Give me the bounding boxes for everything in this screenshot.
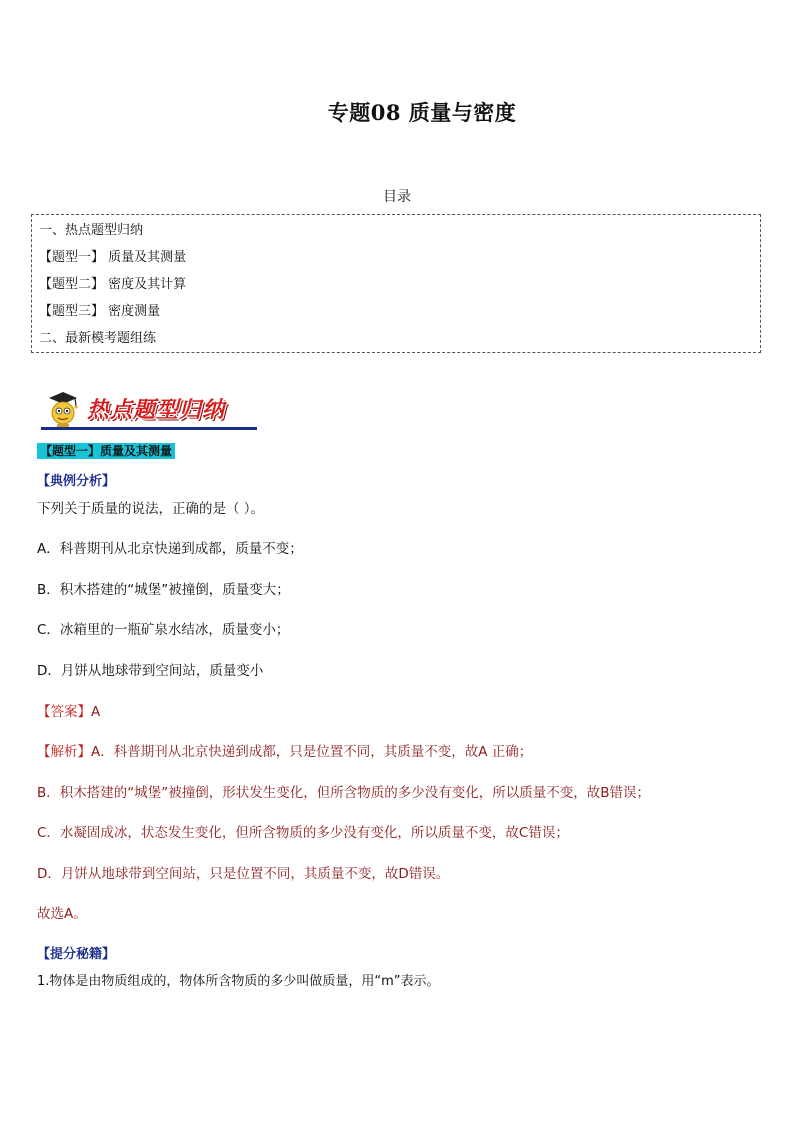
option-d: D．月饼从地球带到空间站，质量变小 [37, 663, 264, 679]
analysis-line: B．积木搭建的“城堡”被撞倒，形状发生变化，但所含物质的多少没有变化，所以质量不变，故B错误； [37, 785, 651, 801]
answer-label: 【答案】 [37, 704, 91, 720]
option-b: B．积木搭建的“城堡”被撞倒，质量变大； [37, 582, 290, 598]
question-type-tag: 【题型一】质量及其测量 [37, 443, 175, 459]
toc-heading: 目录 [383, 189, 411, 205]
answer-value: A [91, 704, 101, 720]
section-banner [41, 387, 263, 435]
analysis-line: D．月饼从地球带到空间站，只是位置不同，其质量不变，故D错误。 [37, 866, 450, 882]
answer-row [37, 700, 100, 720]
graduate-mascot-icon [45, 389, 81, 429]
option-a: A．科普期刊从北京快递到成都，质量不变； [37, 541, 303, 557]
example-analysis-label: 【典例分析】 [37, 474, 116, 489]
page-title: 专题08 质量与密度 [327, 100, 517, 125]
table-of-contents [31, 214, 761, 353]
toc-item[interactable]: 二、最新模考题组练 [39, 331, 157, 346]
analysis-line [37, 740, 532, 760]
analysis-label: 【解析】 [37, 744, 91, 760]
question-stem: 下列关于质量的说法，正确的是（ ）。 [37, 501, 265, 517]
toc-item[interactable]: 【题型二】 密度及其计算 [39, 277, 187, 292]
toc-item[interactable]: 【题型一】 质量及其测量 [39, 250, 187, 265]
section-banner-title: 热点题型归纳 [87, 397, 226, 423]
option-c: C．冰箱里的一瓶矿泉水结冰，质量变小； [37, 622, 290, 638]
tips-label: 【提分秘籍】 [37, 947, 116, 962]
analysis-line: C．水凝固成冰，状态发生变化，但所含物质的多少没有变化，所以质量不变，故C错误； [37, 825, 569, 841]
toc-item[interactable]: 一、热点题型归纳 [39, 223, 144, 238]
banner-underline [41, 427, 257, 430]
analysis-text: A．科普期刊从北京快递到成都，只是位置不同，其质量不变，故A 正确； [91, 744, 533, 760]
tip-item: 1.物体是由物质组成的，物体所含物质的多少叫做质量，用“m”表示。 [37, 974, 440, 989]
toc-item[interactable]: 【题型三】 密度测量 [39, 304, 161, 319]
analysis-conclusion: 故选A。 [37, 906, 87, 922]
